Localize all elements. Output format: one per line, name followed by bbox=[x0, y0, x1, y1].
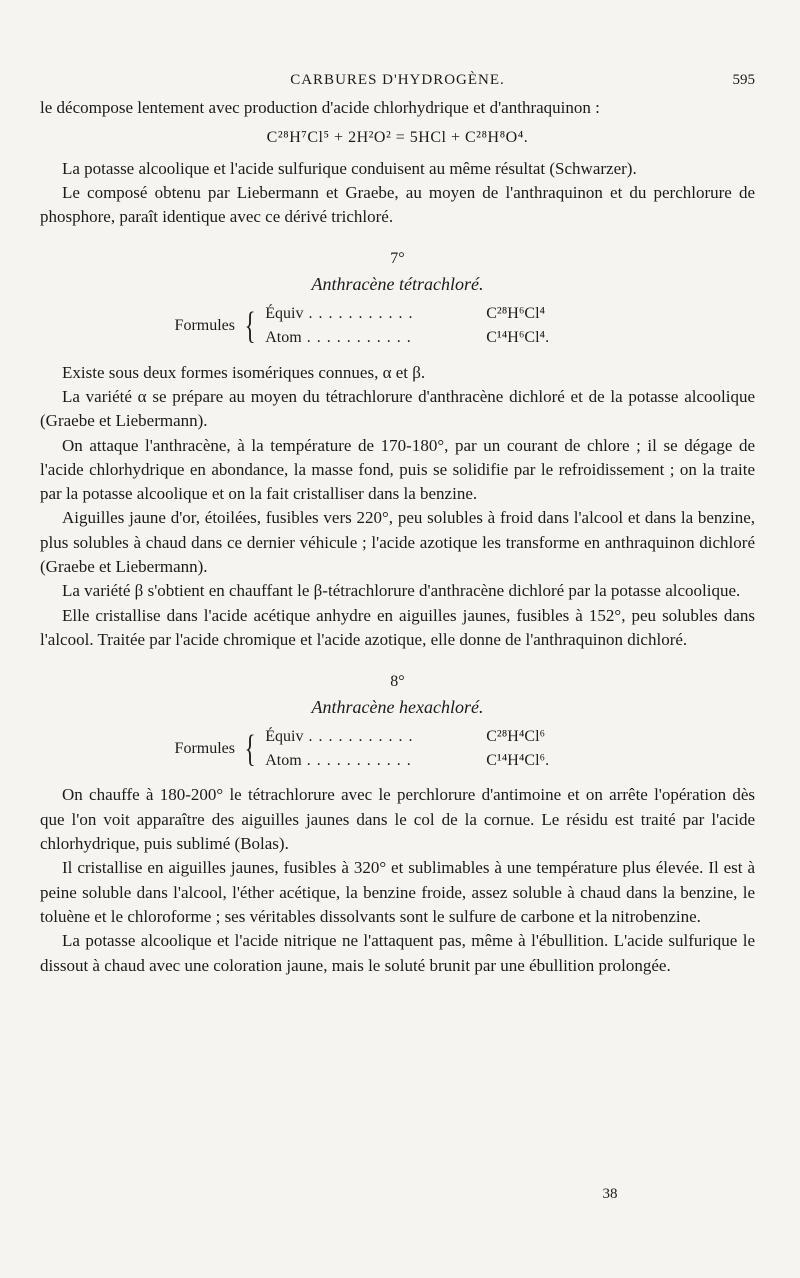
formulas-block bbox=[145, 725, 755, 774]
paragraph: La potasse alcoolique et l'acide sulfurique conduisent au même résultat (Schwarzer). bbox=[62, 158, 637, 178]
formula-key: Équiv . . . bbox=[265, 725, 480, 749]
paragraph: La variété β s'obtient en chauffant le β-tétrachlorure d'anthracène dichloré par la potasse alcoolique. bbox=[62, 581, 741, 601]
section-title: Anthracène tétrachloré. bbox=[311, 273, 484, 294]
paragraph: Elle cristallise dans l'acide acétique anhydre en aiguilles jaunes, fusibles à 152°, peu solubles dans l'alcool. Traitée par l'acide chromique et l'acide azotique, elle donne de l'anthraquinon dichloré. bbox=[40, 605, 755, 649]
formula-row bbox=[265, 725, 606, 749]
paragraph: le décompose lentement avec production d'acide chlorhydrique et d'anthraquinon : bbox=[40, 98, 600, 117]
formula-key: Atom . . . bbox=[265, 326, 480, 350]
section-title: Anthracène hexachloré. bbox=[311, 696, 484, 717]
paragraph: Le composé obtenu par Liebermann et Graebe, au moyen de l'anthraquinon et du perchlorure de phosphore, paraît identique avec ce dérivé trichloré. bbox=[40, 182, 755, 227]
section-number: 8° bbox=[390, 673, 405, 691]
formula-key: Atom . . . bbox=[265, 749, 480, 773]
paragraph: La variété α se prépare au moyen du tétrachlorure d'anthracène dichloré et de la potasse alcoolique (Graebe et Liebermann). bbox=[40, 386, 755, 431]
signature-mark bbox=[0, 1186, 800, 1203]
running-title: CARBURES D'HYDROGÈNE. bbox=[290, 72, 505, 88]
formulas-block bbox=[145, 302, 755, 351]
formula-value: C¹⁴H⁶Cl⁴. bbox=[486, 329, 550, 347]
paragraph: Existe sous deux formes isomériques connues, α et β. bbox=[62, 362, 426, 382]
chemical-equation: C²⁸H⁷Cl⁵ + 2H²O² = 5HCl + C²⁸H⁸O⁴. bbox=[266, 129, 529, 147]
paragraph: Il cristallise en aiguilles jaunes, fusibles à 320° et sublimables à une température plus élevée. Il est à peine soluble dans l'alcool, l'éther acétique, la benzine froide, assez soluble à chaud dans la benzine, le toluène et le chloroforme ; ses véritables dissolvants sont le sulfure de carbone et la nitrobenzine. bbox=[40, 858, 755, 926]
formulas-label: Formules bbox=[174, 317, 235, 335]
formula-key: Équiv . . . bbox=[265, 302, 480, 326]
page-number: 595 bbox=[732, 72, 755, 88]
signature-number: 38 bbox=[602, 1186, 618, 1202]
paragraph: Aiguilles jaune d'or, étoilées, fusibles vers 220°, peu solubles à froid dans l'alcool et dans la benzine, plus solubles à chaud dans ce dernier véhicule ; l'acide azotique les transforme en anthraquinon dichloré (Graebe et Liebermann). bbox=[40, 508, 755, 577]
brace-symbol: { bbox=[244, 728, 256, 771]
paragraph: On attaque l'anthracène, à la température de 170-180°, par un courant de chlore ; il se dégage de l'acide chlorhydrique en abondance, la masse fond, puis se solidifie par le refroidissement ; on la traite par la potasse alcoolique et on la fait cristalliser dans la benzine. bbox=[40, 435, 755, 504]
formula-row bbox=[265, 749, 606, 773]
brace-symbol: { bbox=[244, 305, 256, 348]
formula-value: C¹⁴H⁴Cl⁶. bbox=[486, 752, 550, 770]
formula-row bbox=[265, 302, 606, 326]
formula-row bbox=[265, 326, 606, 350]
paragraph: On chauffe à 180-200° le tétrachlorure avec le perchlorure d'antimoine et on arrête l'opération dès que l'on voit apparaître des aiguilles jaunes dans le col de la cornue. Le résidu est traité par l'acide chlorhydrique, puis sublimé (Bolas). bbox=[40, 785, 755, 854]
paragraph: La potasse alcoolique et l'acide nitrique ne l'attaquent pas, même à l'ébullition. L'acide sulfurique le dissout à chaud avec une coloration jaune, mais le soluté brunit par une ébullition prolongée. bbox=[40, 931, 755, 975]
formulas-label: Formules bbox=[174, 739, 235, 757]
formula-value: C²⁸H⁴Cl⁶ bbox=[486, 727, 546, 745]
formula-value: C²⁸H⁶Cl⁴ bbox=[486, 305, 546, 323]
section-number: 7° bbox=[390, 250, 405, 268]
page-body bbox=[40, 96, 755, 978]
page-header bbox=[40, 72, 755, 94]
